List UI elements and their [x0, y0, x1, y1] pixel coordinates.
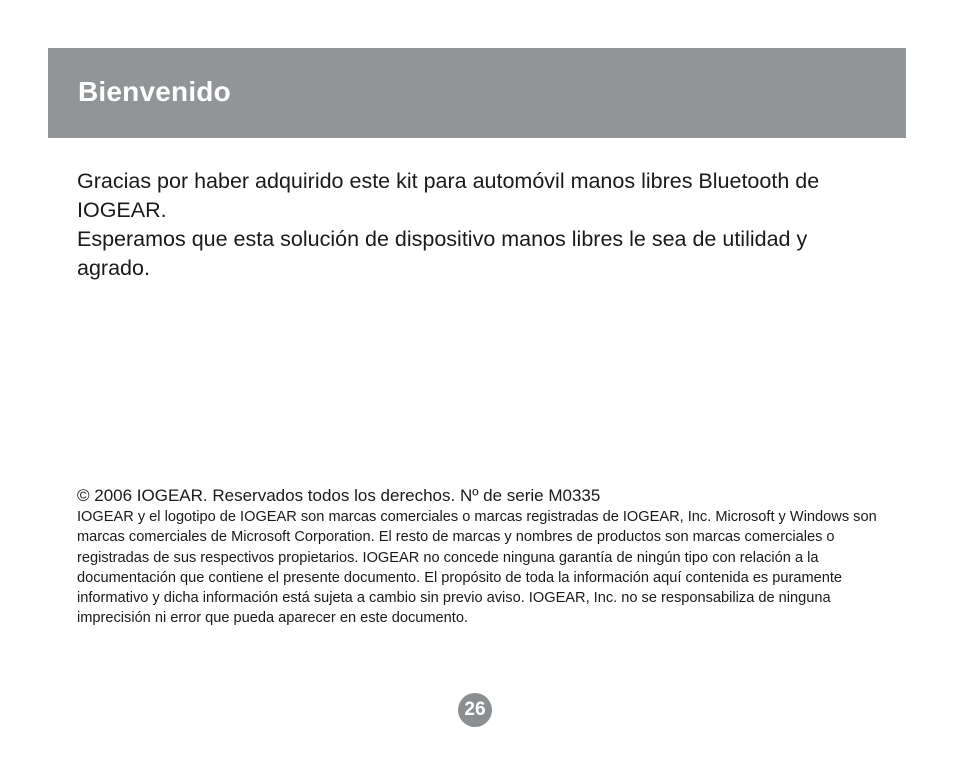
trademark-disclaimer: IOGEAR y el logotipo de IOGEAR son marcas comerciales o marcas registradas de IOGEAR, Inc. Microsoft y Windows son marcas comerciales de Microsoft Corporation. El resto de marcas y nombres de productos son marcas comerciales o registradas de sus respectivos propietarios. IOGEAR no concede ninguna garantía de ningún tipo con relación a la documentación que contiene el presente documento. El propósito de toda la información aquí contenida es puramente informativo y dicha información está sujeta a cambio sin previo aviso. IOGEAR, Inc. no se responsabiliza de ninguna imprecisión ni error que pueda aparecer en este documento. — [77, 509, 877, 627]
page-title: Bienvenido — [78, 76, 231, 107]
intro-text — [77, 167, 877, 283]
copyright-line: © 2006 IOGEAR. Reservados todos los derechos. Nº de serie M0335 — [77, 486, 601, 505]
intro-paragraph-thanks: Gracias por haber adquirido este kit para automóvil manos libres Bluetooth de IOGEAR. — [77, 169, 820, 222]
intro-paragraph-wishes: Esperamos que esta solución de dispositivo manos libres le sea de utilidad y agrado. — [77, 227, 808, 280]
legal-notice — [77, 484, 877, 629]
page-number-badge: 26 — [458, 693, 492, 727]
section-header — [48, 48, 906, 138]
